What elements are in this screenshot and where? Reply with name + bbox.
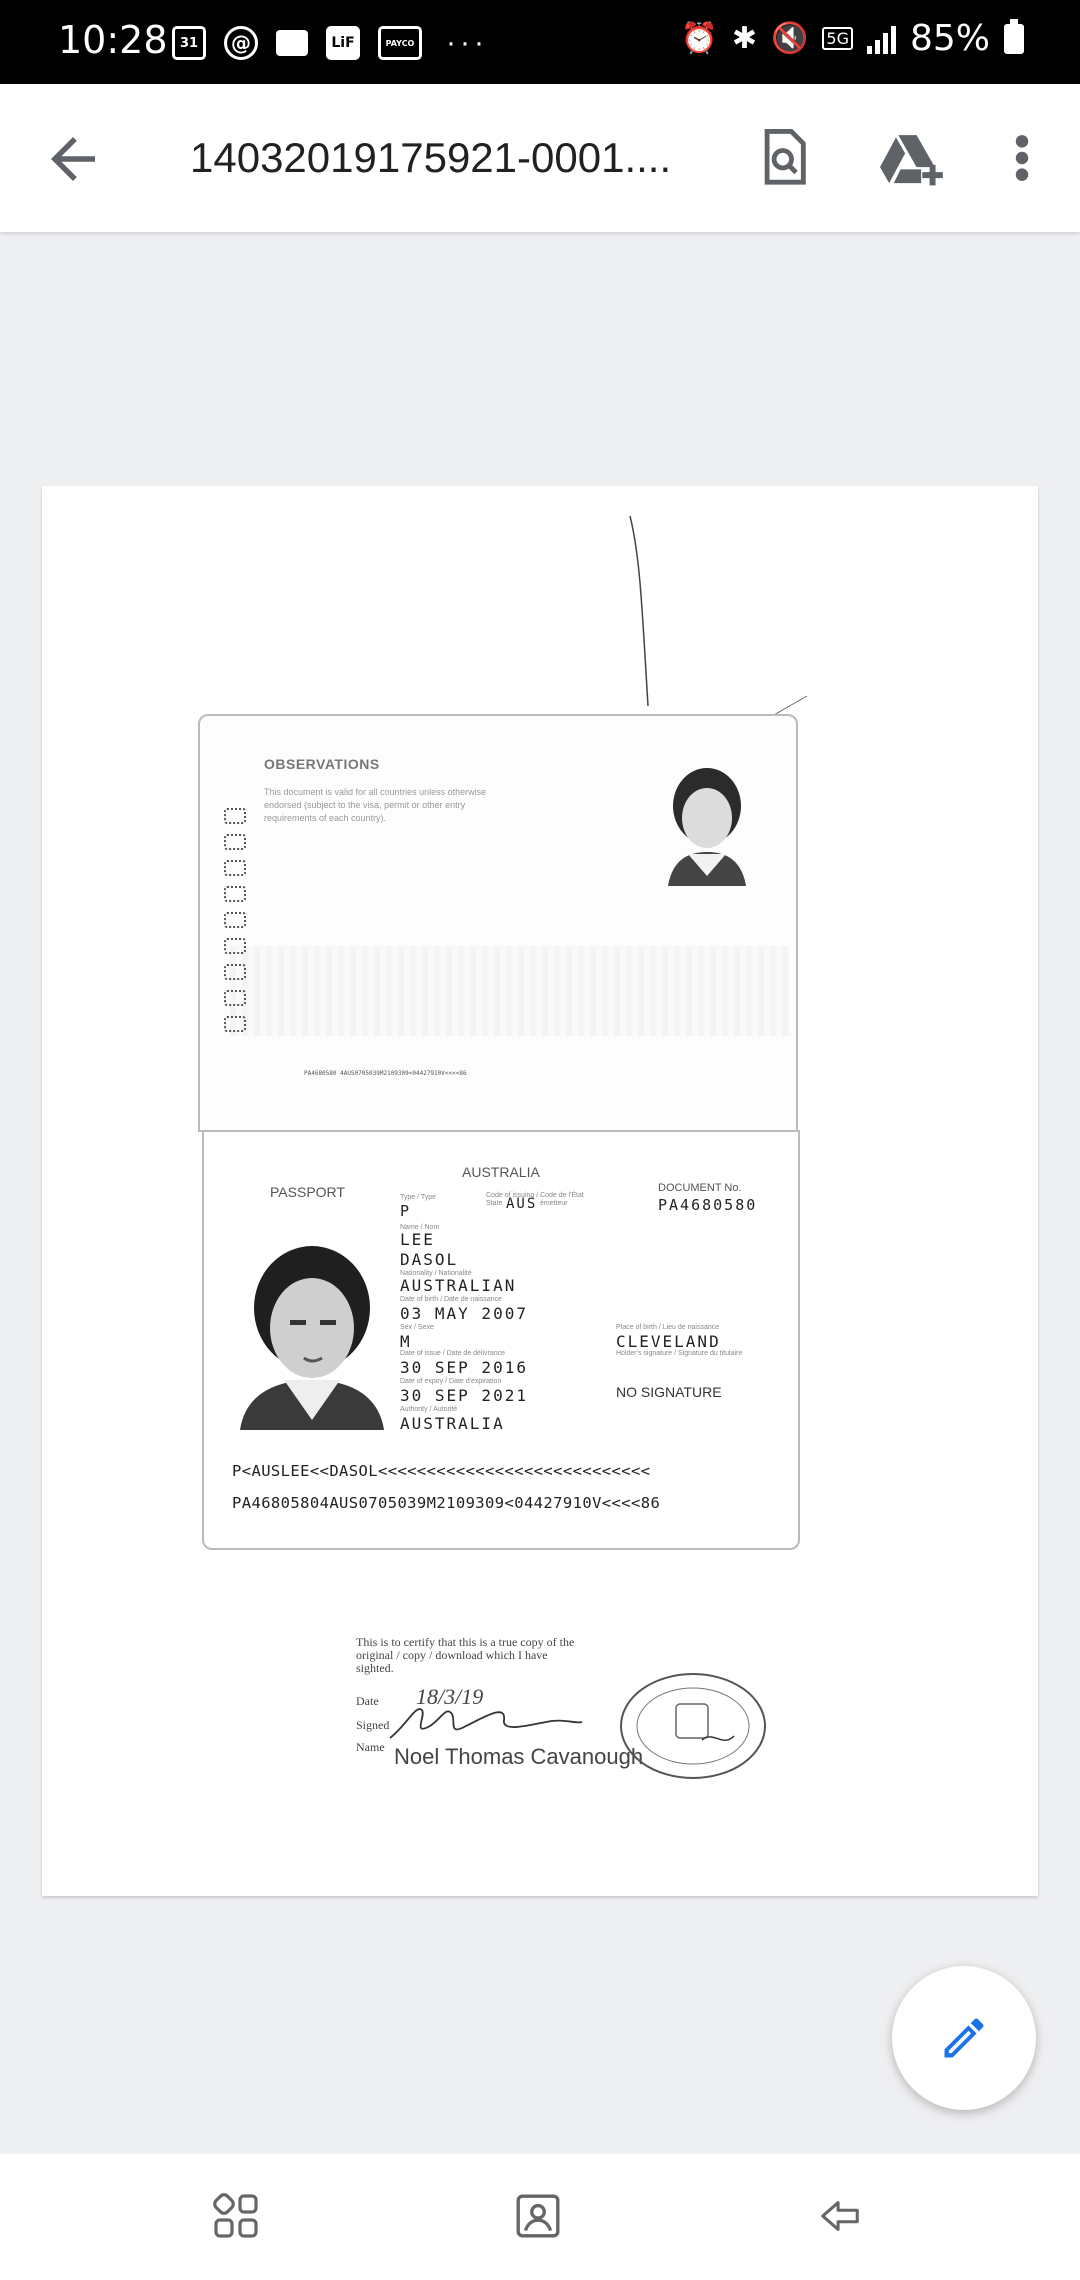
status-time: 10:28 bbox=[58, 18, 168, 62]
observations-title: OBSERVATIONS bbox=[264, 756, 380, 772]
perforation-number bbox=[224, 808, 250, 1032]
scan-mark-line bbox=[582, 516, 822, 716]
document-search-icon bbox=[759, 129, 809, 187]
cert-date-value: 18/3/19 bbox=[416, 1684, 484, 1709]
drive-add-icon bbox=[880, 129, 944, 187]
nationality: AUSTRALIAN bbox=[400, 1276, 517, 1295]
back-nav-icon bbox=[817, 2193, 863, 2239]
place-of-birth: CLEVELAND bbox=[616, 1332, 721, 1351]
observations-text: This document is valid for all countries unless otherwise endorsed (subject to the visa, permit or other entry requirements of each country). bbox=[264, 787, 487, 823]
pencil-icon bbox=[938, 2012, 990, 2064]
network-5g-icon: 5G bbox=[822, 27, 853, 50]
certifier-name: Noel Thomas Cavanough bbox=[394, 1744, 644, 1769]
hologram-pattern bbox=[230, 946, 790, 1036]
document-page[interactable] bbox=[42, 486, 1038, 1896]
ghost-photo bbox=[658, 756, 756, 886]
home-icon bbox=[513, 2191, 563, 2241]
cert-name-label: Name bbox=[356, 1740, 385, 1754]
recent-apps-button[interactable] bbox=[204, 2184, 268, 2248]
date-of-birth: 03 MAY 2007 bbox=[400, 1304, 528, 1323]
official-stamp bbox=[618, 1670, 768, 1782]
country-header: AUSTRALIA bbox=[462, 1164, 540, 1180]
certification-block bbox=[356, 1635, 776, 1769]
document-number-label: DOCUMENT No. bbox=[658, 1182, 742, 1194]
payco-icon: PAYCO bbox=[378, 26, 422, 60]
issuing-code-label: Code of issuing / Code de l'État bbox=[486, 1192, 584, 1199]
find-in-document-button[interactable] bbox=[748, 122, 820, 194]
given-name: DASOL bbox=[400, 1250, 459, 1269]
bluetooth-icon: ✱ bbox=[731, 21, 758, 56]
home-button[interactable] bbox=[506, 2184, 570, 2248]
chat-icon bbox=[276, 30, 308, 56]
document-number: PA4680580 bbox=[658, 1196, 758, 1214]
expiry-date: 30 SEP 2021 bbox=[400, 1386, 528, 1405]
back-nav-button[interactable] bbox=[808, 2184, 872, 2248]
mute-icon: 🔇 bbox=[771, 21, 809, 56]
app-icon: LiF bbox=[326, 26, 360, 60]
type-label: Type / Type bbox=[400, 1194, 437, 1201]
dob-label: Date of birth / Date de naissance bbox=[400, 1296, 502, 1303]
emetteur-label: émetteur bbox=[540, 1200, 568, 1207]
alarm-icon: ⏰ bbox=[680, 21, 718, 56]
expiry-date-label: Date of expiry / Date d'expiration bbox=[400, 1378, 502, 1385]
holder-photo bbox=[232, 1230, 392, 1430]
passport-observations-page bbox=[198, 714, 798, 1132]
signal-icon bbox=[867, 24, 896, 54]
back-button[interactable] bbox=[40, 126, 106, 192]
battery-percent: 85% bbox=[909, 18, 990, 59]
cert-date-label: Date bbox=[356, 1694, 379, 1708]
passport-label: PASSPORT bbox=[270, 1184, 345, 1200]
more-notifications-icon: ··· bbox=[446, 26, 488, 59]
observations-mrz: PA4680580 4AUS0705039M2109309<04427910V<<<<86 bbox=[304, 1070, 467, 1077]
cert-signed-label: Signed bbox=[356, 1718, 390, 1732]
status-bar bbox=[0, 0, 1080, 84]
system-icons bbox=[681, 18, 1024, 59]
battery-icon bbox=[1004, 24, 1024, 54]
issue-date-label: Date of issue / Date de délivrance bbox=[400, 1350, 506, 1357]
arrow-back-icon bbox=[40, 126, 106, 192]
more-vert-icon bbox=[1012, 133, 1032, 183]
surname: LEE bbox=[400, 1230, 435, 1249]
add-to-drive-button[interactable] bbox=[876, 122, 948, 194]
file-title: 14032019175921-0001.... bbox=[190, 134, 672, 181]
more-options-button[interactable] bbox=[986, 122, 1058, 194]
sex-label: Sex / Sexe bbox=[400, 1324, 434, 1331]
mrz-line-1: P<AUSLEE<<DASOL<<<<<<<<<<<<<<<<<<<<<<<<<<<< bbox=[232, 1462, 651, 1480]
no-signature: NO SIGNATURE bbox=[616, 1384, 722, 1400]
authority-label: Authority / Autorité bbox=[400, 1406, 458, 1413]
app-bar bbox=[0, 84, 1080, 232]
passport-scan bbox=[194, 714, 804, 1544]
passport-type: P bbox=[400, 1202, 412, 1220]
place-of-birth-label: Place of birth / Lieu de naissance bbox=[616, 1324, 720, 1331]
handwritten-signature bbox=[386, 1696, 586, 1746]
state-label: State bbox=[486, 1200, 503, 1207]
recent-apps-icon bbox=[212, 2192, 260, 2240]
certification-text: This is to certify that this is a true copy of the original / copy / download which I have sighted. bbox=[356, 1635, 575, 1675]
edit-button[interactable] bbox=[892, 1966, 1036, 2110]
nationality-label: Nationality / Nationalité bbox=[400, 1270, 472, 1277]
sex: M bbox=[400, 1332, 412, 1351]
holder-signature-label: Holder's signature / Signature du titulaire bbox=[616, 1350, 743, 1357]
calendar-icon: 31 bbox=[172, 26, 206, 60]
navigation-bar bbox=[0, 2154, 1080, 2280]
mrz-line-2: PA46805804AUS0705039M2109309<04427910V<<<<86 bbox=[232, 1494, 661, 1512]
at-sign-icon: @ bbox=[224, 26, 258, 60]
authority: AUSTRALIA bbox=[400, 1414, 505, 1433]
issuing-code: AUS bbox=[506, 1196, 538, 1212]
name-label: Name / Nom bbox=[400, 1224, 440, 1231]
passport-data-page bbox=[202, 1130, 800, 1550]
notification-icons bbox=[172, 26, 488, 60]
issue-date: 30 SEP 2016 bbox=[400, 1358, 528, 1377]
